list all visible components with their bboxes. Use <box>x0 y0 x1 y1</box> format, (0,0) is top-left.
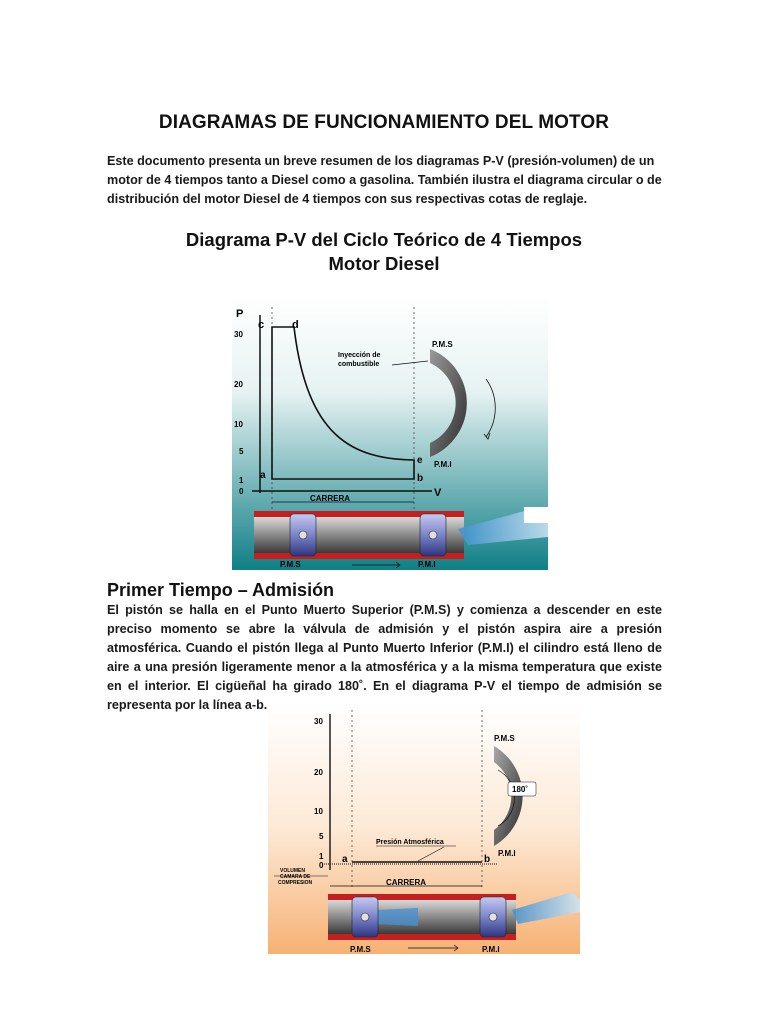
pms-label: P.M.S <box>494 734 515 743</box>
document-title: DIAGRAMAS DE FUNCIONAMIENTO DEL MOTOR <box>158 112 610 133</box>
pv-diagram-diesel <box>232 297 548 570</box>
tick-label: 5 <box>319 832 324 841</box>
tick-label: 5 <box>239 447 244 456</box>
section-title-line1: Diagrama P-V del Ciclo Teórico de 4 Tiempos <box>185 229 583 250</box>
tick-label: 0 <box>239 487 244 496</box>
y-axis-label: P <box>236 308 244 320</box>
stroke-label: CARRERA <box>310 494 350 503</box>
tick-label: 1 <box>319 852 324 861</box>
x-axis-label: V <box>434 487 442 499</box>
intro-paragraph: Este documento presenta un breve resumen de los diagramas P-V (presión-volumen) de un motor de 4 tiempos tanto a Diesel como a gasolina. También ilustra el diagrama circular o de distribución del motor Diesel de 4 tiempos con sus respectivas cotas de reglaje. <box>107 154 662 206</box>
cylinder-pmi-label: P.M.I <box>482 945 500 954</box>
section-title-line2: Motor Diesel <box>328 253 440 274</box>
tick-label: 20 <box>314 768 323 777</box>
volume-label-line3: COMPRESION <box>278 880 313 886</box>
cylinder-pms-label: P.M.S <box>280 560 301 569</box>
stage1-paragraph: El pistón se halla en el Punto Muerto Superior (P.M.S) y comienza a descender en este preciso momento se abre la válvula de admisión y el pistón aspira aire a presión atmosférica. Cuando el pistón llega al Punto Muerto Inferior (P.M.I) el cilindro está lleno de aire a una presión ligeramente menor a la atmosférica y a la misma temperatura que existe en el interior. El cigüeñal ha girado 180˚. En el diagrama P-V el tiempo de admisión se representa por la línea a-b. <box>107 603 662 712</box>
tick-label: 1 <box>239 476 244 485</box>
pmi-label: P.M.I <box>498 849 516 858</box>
atmospheric-pressure-label: Presión Atmosférica <box>376 839 444 846</box>
cylinder-pms-label: P.M.S <box>350 945 371 954</box>
point-d-label: d <box>292 319 299 331</box>
point-b-label: b <box>417 473 424 484</box>
point-b-label: b <box>484 854 491 865</box>
point-a-label: a <box>260 470 266 481</box>
stroke-label: CARRERA <box>386 878 426 887</box>
angle-label: 180˚ <box>512 785 529 794</box>
injection-label-line1: Inyección de <box>338 352 381 359</box>
tick-label: 10 <box>314 807 323 816</box>
cylinder-pmi-label: P.M.I <box>418 560 436 569</box>
point-c-label: c <box>258 319 265 331</box>
tick-label: 30 <box>234 330 243 339</box>
point-a-label: a <box>342 854 348 865</box>
point-e-label: e <box>417 455 423 466</box>
tick-label: 30 <box>314 717 323 726</box>
stage1-heading: Primer Tiempo – Admisión <box>107 580 335 600</box>
pms-label: P.M.S <box>432 340 453 349</box>
tick-label: 0 <box>319 861 324 870</box>
volume-label-line1: VOLUMEN <box>280 868 305 874</box>
tick-label: 10 <box>234 420 243 429</box>
injection-label-line2: combustible <box>338 361 380 368</box>
volume-label-line2: CAMARA DE <box>280 874 311 880</box>
pmi-label: P.M.I <box>434 460 452 469</box>
admission-diagram <box>268 704 580 954</box>
tick-label: 20 <box>234 380 243 389</box>
